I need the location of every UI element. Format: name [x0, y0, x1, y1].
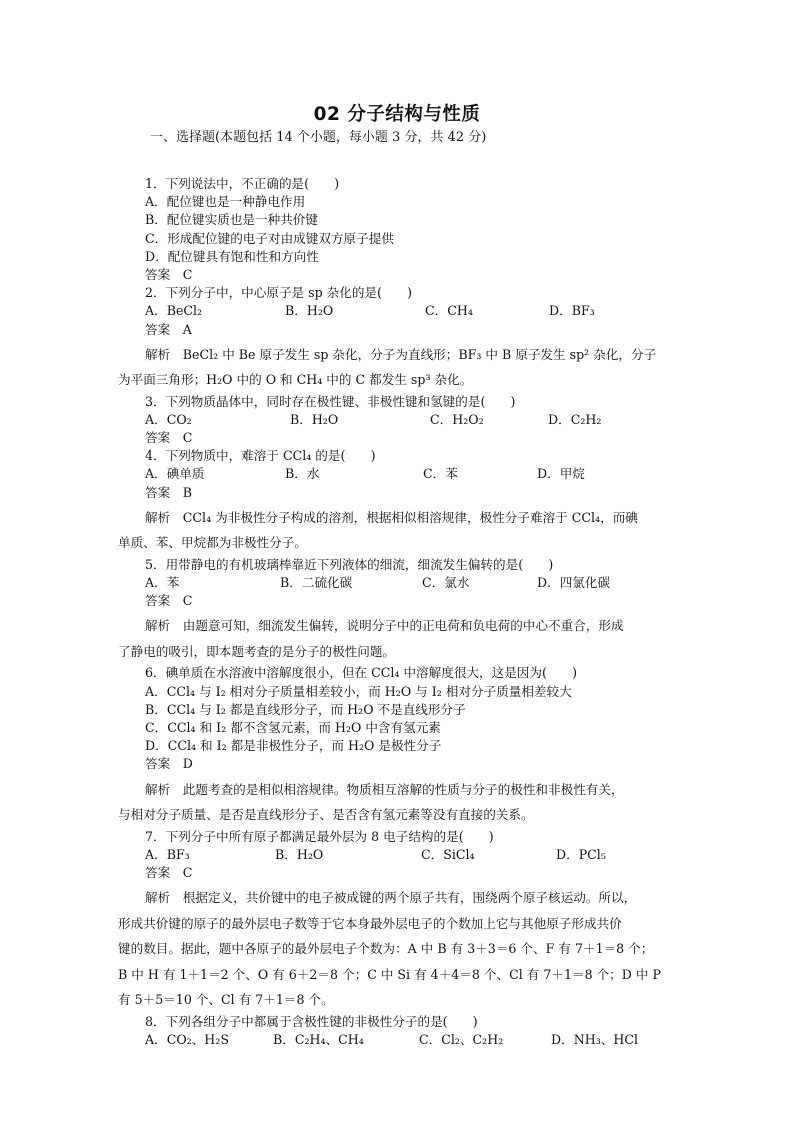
q5-option-d: D．四氯化碳 — [537, 575, 611, 590]
q8-stem: 8．下列各组分子中都属于含极性键的非极性分子的是( ) — [145, 1013, 478, 1029]
q2-options — [145, 302, 655, 320]
q7-options — [145, 846, 655, 864]
q1-option-c: C．形成配位键的电子对由成键双方原子提供 — [145, 230, 394, 246]
q5-explanation-line1: 解析 由题意可知，细流发生偏转，说明分子中的正电荷和负电荷的中心不重合，形成 — [145, 618, 624, 634]
q4-explanation-line2: 单质、苯、甲烷都为非极性分子。 — [118, 535, 307, 551]
q2-option-c: C．CH₄ — [425, 303, 473, 319]
q2-answer: 答案 A — [145, 321, 192, 337]
q3-option-c: C．H₂O₂ — [430, 411, 484, 427]
q2-stem: 2．下列分子中，中心原子是 sp 杂化的是( ) — [145, 285, 413, 301]
q1-option-d: D．配位键具有饱和性和方向性 — [145, 248, 319, 264]
q5-options — [145, 574, 655, 592]
section-heading: 一、选择题(本题包括 14 个小题，每小题 3 分，共 42 分) — [150, 130, 487, 145]
q3-option-b: B．H₂O — [290, 411, 339, 427]
q8-option-b: B．C₂H₄、CH₄ — [273, 1031, 364, 1047]
q4-answer: 答案 B — [145, 484, 193, 500]
q7-explanation-line2: 形成共价键的原子的最外层电子数等于它本身最外层电子的个数加上它与其他原子形成共价 — [118, 915, 622, 931]
question-list — [118, 175, 661, 1049]
q8-options — [145, 1031, 655, 1049]
q4-option-b: B．水 — [285, 466, 320, 482]
q6-option-c: C．CCl₄ 和 I₂ 都不含氢元素，而 H₂O 中含有氢元素 — [145, 719, 441, 735]
q5-option-b: B．二硫化碳 — [280, 575, 353, 590]
q6-answer: 答案 D — [145, 756, 193, 772]
q1-answer: 答案 C — [145, 266, 193, 282]
q7-option-c: C．SiCl₄ — [421, 846, 475, 862]
q1-option-b: B．配位键实质也是一种共价键 — [145, 212, 318, 228]
q7-explanation-line3: 键的数目。据此，题中各原子的最外层电子个数为：A 中 B 有 3＋3＝6 个、F 有 7＋1＝8 个； — [118, 941, 654, 957]
q6-stem: 6．碘单质在水溶液中溶解度很小，但在 CCl₄ 中溶解度很大，这是因为( ) — [145, 665, 578, 681]
q7-stem: 7．下列分子中所有原子都满足最外层为 8 电子结构的是( ) — [145, 828, 494, 844]
q7-explanation-line5: 有 5＋5＝10 个、Cl 有 7＋1＝8 个。 — [118, 992, 334, 1008]
q4-stem: 4．下列物质中，难溶于 CCl₄ 的是( ) — [145, 448, 376, 464]
q5-explanation-line2: 了静电的吸引，即本题考查的是分子的极性问题。 — [118, 643, 396, 659]
q2-explanation-line2: 为平面三角形；H₂O 中的 O 和 CH₄ 中的 C 都发生 sp³ 杂化。 — [118, 372, 473, 388]
q5-option-a: A．苯 — [145, 575, 180, 590]
q4-option-d: D．甲烷 — [537, 466, 585, 482]
q4-explanation-line1: 解析 CCl₄ 为非极性分子构成的溶剂，根据相似相溶规律，极性分子难溶于 CCl₄，而碘 — [145, 509, 638, 525]
q2-option-d: D．BF₃ — [549, 303, 595, 319]
q7-answer: 答案 C — [145, 864, 193, 880]
q6-explanation-line2: 与相对分子质量、是否是直线形分子、是否含有氢元素等没有直接的关系。 — [118, 807, 534, 822]
page-title: 02 分子结构与性质 — [313, 104, 481, 125]
q8-option-c: C．Cl₂、C₂H₂ — [419, 1031, 504, 1047]
q1-stem: 1．下列说法中，不正确的是( ) — [145, 176, 340, 191]
q8-option-a: A．CO₂、H₂S — [145, 1031, 229, 1047]
q6-option-d: D．CCl₄ 和 I₂ 都是非极性分子，而 H₂O 是极性分子 — [145, 738, 442, 754]
q7-explanation-line1: 解析 根据定义，共价键中的电子被成键的两个原子共有，围绕两个原子核运动。所以， — [145, 890, 637, 906]
q2-explanation-line1: 解析 BeCl₂ 中 Be 原子发生 sp 杂化，分子为直线形；BF₃ 中 B 原子发生 sp² 杂化，分子 — [145, 346, 657, 362]
q4-options — [145, 465, 655, 483]
q7-option-d: D．PCl₅ — [556, 846, 606, 862]
q2-option-a: A．BeCl₂ — [145, 303, 203, 319]
q3-option-a: A．CO₂ — [145, 411, 192, 427]
q5-option-c: C．氯水 — [422, 575, 470, 590]
q5-stem: 5．用带静电的有机玻璃棒靠近下列液体的细流，细流发生偏转的是( ) — [145, 556, 554, 572]
q2-option-b: B．H₂O — [285, 303, 334, 319]
q5-answer: 答案 C — [145, 593, 193, 609]
q6-option-b: B．CCl₄ 与 I₂ 都是直线形分子，而 H₂O 不是直线形分子 — [145, 701, 466, 717]
q3-option-d: D．C₂H₂ — [548, 411, 602, 427]
q7-explanation-line4: B 中 H 有 1＋1＝2 个、O 有 6＋2＝8 个；C 中 Si 有 4＋4＝8 个、Cl 有 7＋1＝8 个；D 中 P — [118, 966, 661, 982]
q6-option-a: A．CCl₄ 与 I₂ 相对分子质量相差较小，而 H₂O 与 I₂ 相对分子质量相差较大 — [145, 683, 572, 699]
q7-option-b: B．H₂O — [275, 846, 324, 862]
q1-option-a: A．配位键也是一种静电作用 — [145, 194, 306, 210]
q6-explanation-line1: 解析 此题考查的是相似相溶规律。物质相互溶解的性质与分子的极性和非极性有关， — [145, 781, 624, 797]
q4-option-a: A．碘单质 — [145, 466, 205, 482]
q3-answer: 答案 C — [145, 430, 193, 446]
q8-option-d: D．NH₃、HCl — [551, 1031, 638, 1047]
q3-options — [145, 411, 655, 429]
q7-option-a: A．BF₃ — [145, 846, 190, 862]
q3-stem: 3．下列物质晶体中，同时存在极性键、非极性键和氢键的是( ) — [145, 393, 516, 409]
q4-option-c: C．苯 — [423, 466, 458, 482]
